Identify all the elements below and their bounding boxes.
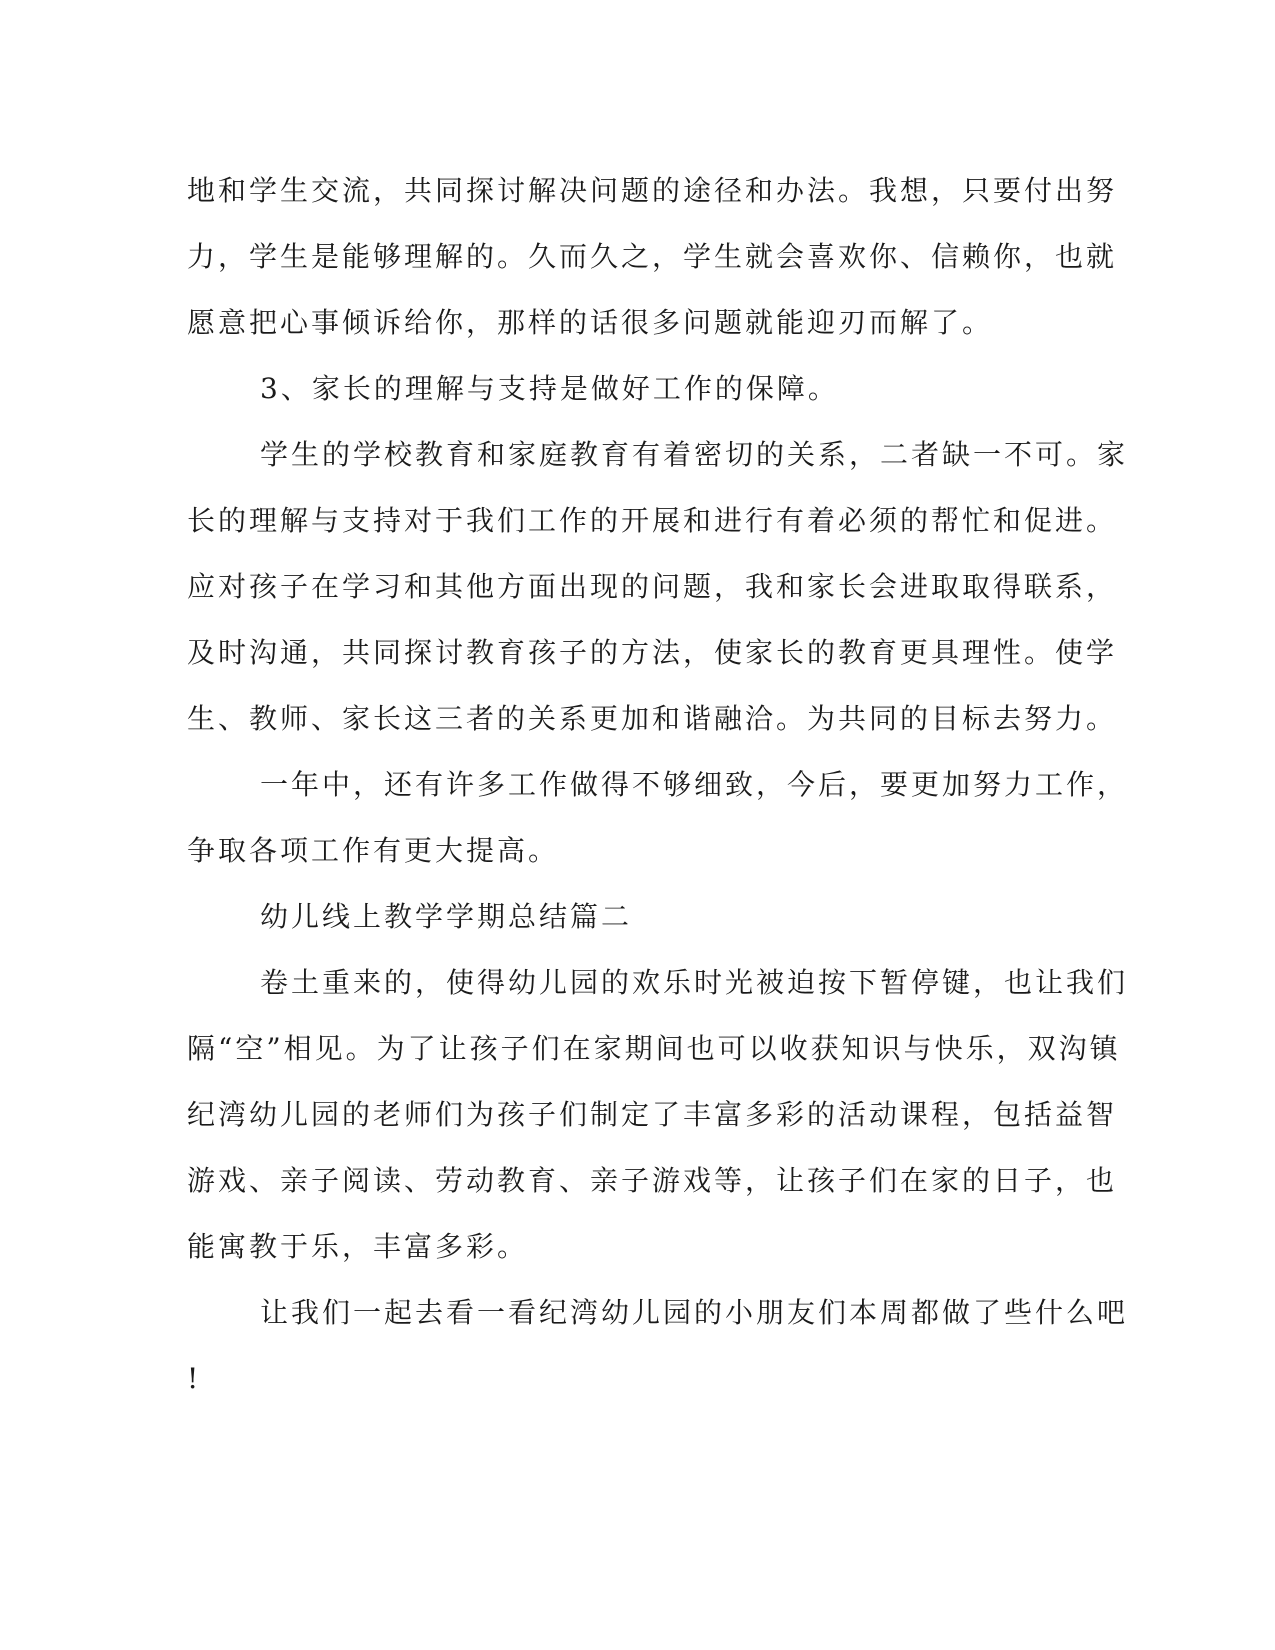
paragraph-line: 让我们一起去看一看纪湾幼儿园的小朋友们本周都做了些什么吧 (260, 1296, 1129, 1329)
paragraph-line: 生、教师、家长这三者的关系更加和谐融洽。为共同的目标去努力。 (187, 702, 1118, 735)
paragraph-line: 应对孩子在学习和其他方面出现的问题，我和家长会进取取得联系， (187, 570, 1118, 603)
paragraph-line: 争取各项工作有更大提高。 (187, 834, 560, 867)
paragraph-line: 及时沟通，共同探讨教育孩子的方法，使家长的教育更具理性。使学 (187, 636, 1118, 669)
article-title: 幼儿线上教学学期总结篇二 (260, 900, 633, 933)
paragraph-line: 长的理解与支持对于我们工作的开展和进行有着必须的帮忙和促进。 (187, 504, 1118, 537)
paragraph-line: 纪湾幼儿园的老师们为孩子们制定了丰富多彩的活动课程，包括益智 (187, 1098, 1118, 1131)
paragraph-line: 游戏、亲子阅读、劳动教育、亲子游戏等，让孩子们在家的日子，也 (187, 1164, 1118, 1197)
paragraph-line: 地和学生交流，共同探讨解决问题的途径和办法。我想，只要付出努 (187, 174, 1118, 207)
section-heading: 3、家长的理解与支持是做好工作的保障。 (260, 372, 839, 405)
paragraph-line: 隔“空”相见。为了让孩子们在家期间也可以收获知识与快乐，双沟镇 (187, 1032, 1121, 1065)
paragraph-line: 力，学生是能够理解的。久而久之，学生就会喜欢你、信赖你，也就 (187, 240, 1118, 273)
paragraph-line: 能寓教于乐，丰富多彩。 (187, 1230, 529, 1263)
paragraph-line: 愿意把心事倾诉给你，那样的话很多问题就能迎刃而解了。 (187, 306, 994, 339)
document-body (187, 158, 1129, 1412)
paragraph-line: 一年中，还有许多工作做得不够细致，今后，要更加努力工作， (260, 768, 1129, 801)
paragraph-line: 卷土重来的，使得幼儿园的欢乐时光被迫按下暂停键，也让我们 (260, 966, 1129, 999)
paragraph-line: ! (187, 1362, 202, 1395)
paragraph-line: 学生的学校教育和家庭教育有着密切的关系，二者缺一不可。家 (260, 438, 1129, 471)
